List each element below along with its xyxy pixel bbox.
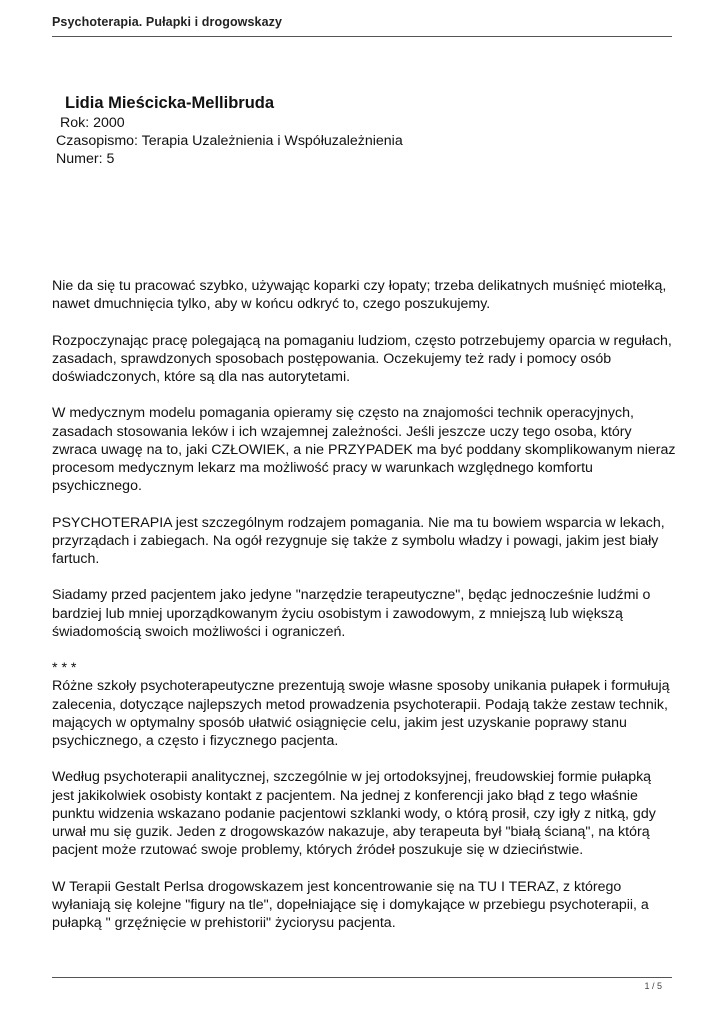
article-meta xyxy=(56,92,656,168)
issue-number-line: Numer: 5 xyxy=(56,151,115,167)
journal-line: Czasopismo: Terapia Uzależnienia i Współuzależnienia xyxy=(56,133,403,149)
page-header xyxy=(52,14,672,37)
paragraph: Nie da się tu pracować szybko, używając koparki czy łopaty; trzeba delikatnych muśnięć miotełką, nawet dmuchnięcia tylko, aby w końcu odkryć to, czego poszukujemy. xyxy=(52,278,667,313)
document-title: Psychoterapia. Pułapki i drogowskazy xyxy=(52,15,283,29)
paragraph: W medycznym modelu pomagania opieramy się często na znajomości technik operacyjnych, zasadach stosowania leków i ich wzajemnej zależności. Jeśli jeszcze uczy tego osoba, który zwraca uwagę na to, jaki CZŁOWIEK, a nie PRZYPADEK ma być poddany skomplikowanym nieraz procesom medycznym lekarz ma możliwość pracy w warunkach względnego komfortu psychicznego. xyxy=(52,405,676,495)
paragraph: Rozpoczynając pracę polegającą na pomaganiu ludziom, często potrzebujemy oparcia w regułach, zasadach, sprawdzonych sposobach postępowania. Oczekujemy też rady i pomocy osób doświadczonych, które są dla nas autorytetami. xyxy=(52,332,672,385)
paragraph: W Terapii Gestalt Perlsa drogowskazem jest koncentrowanie się na TU I TERAZ, z którego wyłaniają się kolejne "figury na tle", dopełniające się i domykające w przebiegu psychoterapii, a pułapką " grzęźnięcie w prehistorii" życiorysu pacjenta. xyxy=(52,878,649,931)
author-name: Lidia Mieścicka-Mellibruda xyxy=(65,94,275,112)
paragraph: Różne szkoły psychoterapeutyczne prezentują swoje własne sposoby unikania pułapek i formułują zalecenia, dotyczące najlepszych metod prowadzenia psychoterapii. Podają także zestaw technik, mających w optymalny sposób ułatwić osiągnięcie celu, jakim jest uzyskanie poprawy stanu psychicznego, a często i fizycznego pacjenta. xyxy=(52,678,670,749)
year-line: Rok: 2000 xyxy=(60,115,125,131)
section-separator: * * * xyxy=(52,660,77,677)
paragraph: Siadamy przed pacjentem jako jedyne "narzędzie terapeutyczne", będąc jednocześnie ludźmi o bardziej lub mniej uporządkowanym życiu osobistym i zawodowym, z mniejszą lub większą świadomością swoich możliwości i ograniczeń. xyxy=(52,587,651,640)
page-footer xyxy=(52,977,672,991)
article-body xyxy=(52,277,677,950)
paragraph: Według psychoterapii analitycznej, szczególnie w jej ortodoksyjnej, freudowskiej formie pułapką jest jakikolwiek osobisty kontakt z pacjentem. Na jednej z konferencji jako błąd z tego właśnie punktu widzenia wskazano podanie pacjentowi szklanki wody, o którą prosił, czy igły z nitką, gdy urwał mu się guzik. Jeden z drogowskazów nakazuje, aby terapeuta był "białą ścianą", na którą pacjent może rzutować swoje problemy, których źródeł poszukuje się w dzieciństwie. xyxy=(52,769,656,859)
page-number: 1 / 5 xyxy=(644,981,662,991)
paragraph: PSYCHOTERAPIA jest szczególnym rodzajem pomagania. Nie ma tu bowiem wsparcia w lekach, przyrządach i zabiegach. Na ogół rezygnuje się także z symbolu władzy i powagi, jakim jest biały fartuch. xyxy=(52,514,665,567)
